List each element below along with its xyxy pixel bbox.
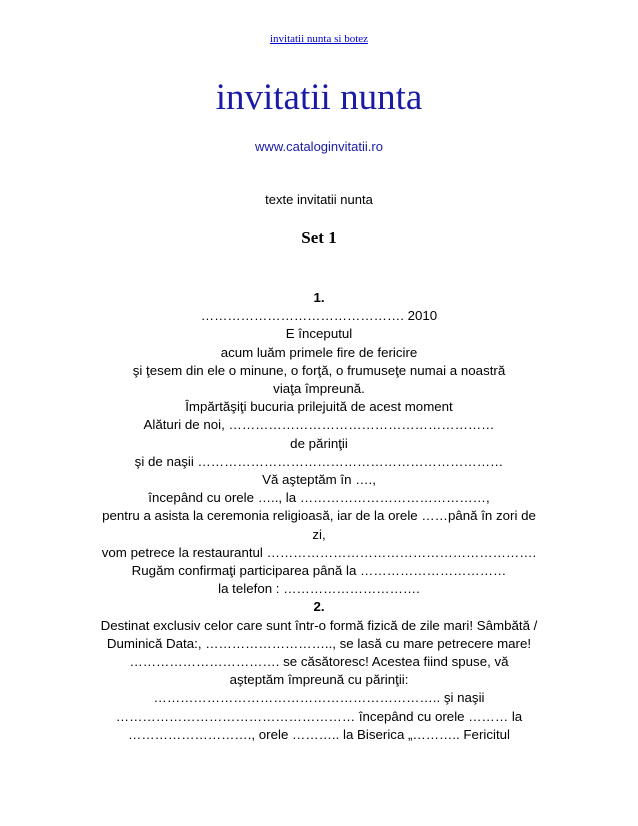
text-line: pentru a asista la ceremonia religioasă, iar de la orele ……până în zori de: [102, 508, 536, 524]
text-line: aşteptăm împreună cu părinţii:: [229, 672, 409, 688]
text-line: ………………………………………. 2010: [200, 308, 438, 324]
text-line: acum luăm primele fire de fericire: [220, 344, 418, 360]
text-line: vom petrece la restaurantul …………………………………………………….: [101, 544, 537, 560]
text-line: ……………………………………………… începând cu orele ……… la: [115, 708, 523, 724]
text-line: şi de naşii ……………………………………………………………: [134, 453, 504, 469]
text-line: ……………………………. se căsătoresc! Acestea fiind spuse, vă: [129, 654, 509, 670]
text-line: Vă aşteptăm în ….,: [262, 472, 376, 488]
text-line: şi ţesem din ele o minune, o forţă, o frumuseţe numai a noastră: [132, 362, 506, 378]
set-heading: Set 1: [301, 228, 337, 247]
site-url-link[interactable]: www.cataloginvitatii.ro: [255, 139, 383, 154]
section-number: 1.: [313, 290, 325, 305]
text-line: ……………………………………………………….. şi naşii: [153, 690, 485, 706]
text-line: zi,: [312, 526, 326, 542]
section-number: 2.: [313, 599, 325, 615]
text-line: ………………………., orele ……….. la Biserica „……….. Fericitul: [128, 726, 510, 742]
invitation-text-body: [70, 289, 568, 744]
text-line: viaţa împreună.: [273, 381, 365, 397]
text-line: E începutul: [285, 326, 353, 342]
text-line: la telefon : ………………………….: [218, 581, 420, 597]
text-line: Destinat exclusiv celor care sunt într-o formă fizică de zile mari! Sâmbătă /: [100, 617, 538, 633]
header-link[interactable]: invitatii nunta si botez: [269, 33, 369, 45]
text-line: începând cu orele ….., la ……………………………………,: [148, 490, 490, 506]
text-line: Alături de noi, ……………………………………………………: [143, 417, 495, 433]
text-line: Duminică Data:, ……………………….., se lasă cu mare petrecere mare!: [106, 635, 532, 651]
page-subtitle: texte invitatii nunta: [265, 192, 373, 207]
text-line: Împărtăşiţi bucuria prilejuită de acest moment: [185, 399, 453, 415]
text-line: de părinţii: [290, 435, 348, 451]
page-title: invitatii nunta: [215, 77, 423, 118]
text-line: Rugăm confirmaţi participarea până la ……………………………: [131, 563, 507, 579]
